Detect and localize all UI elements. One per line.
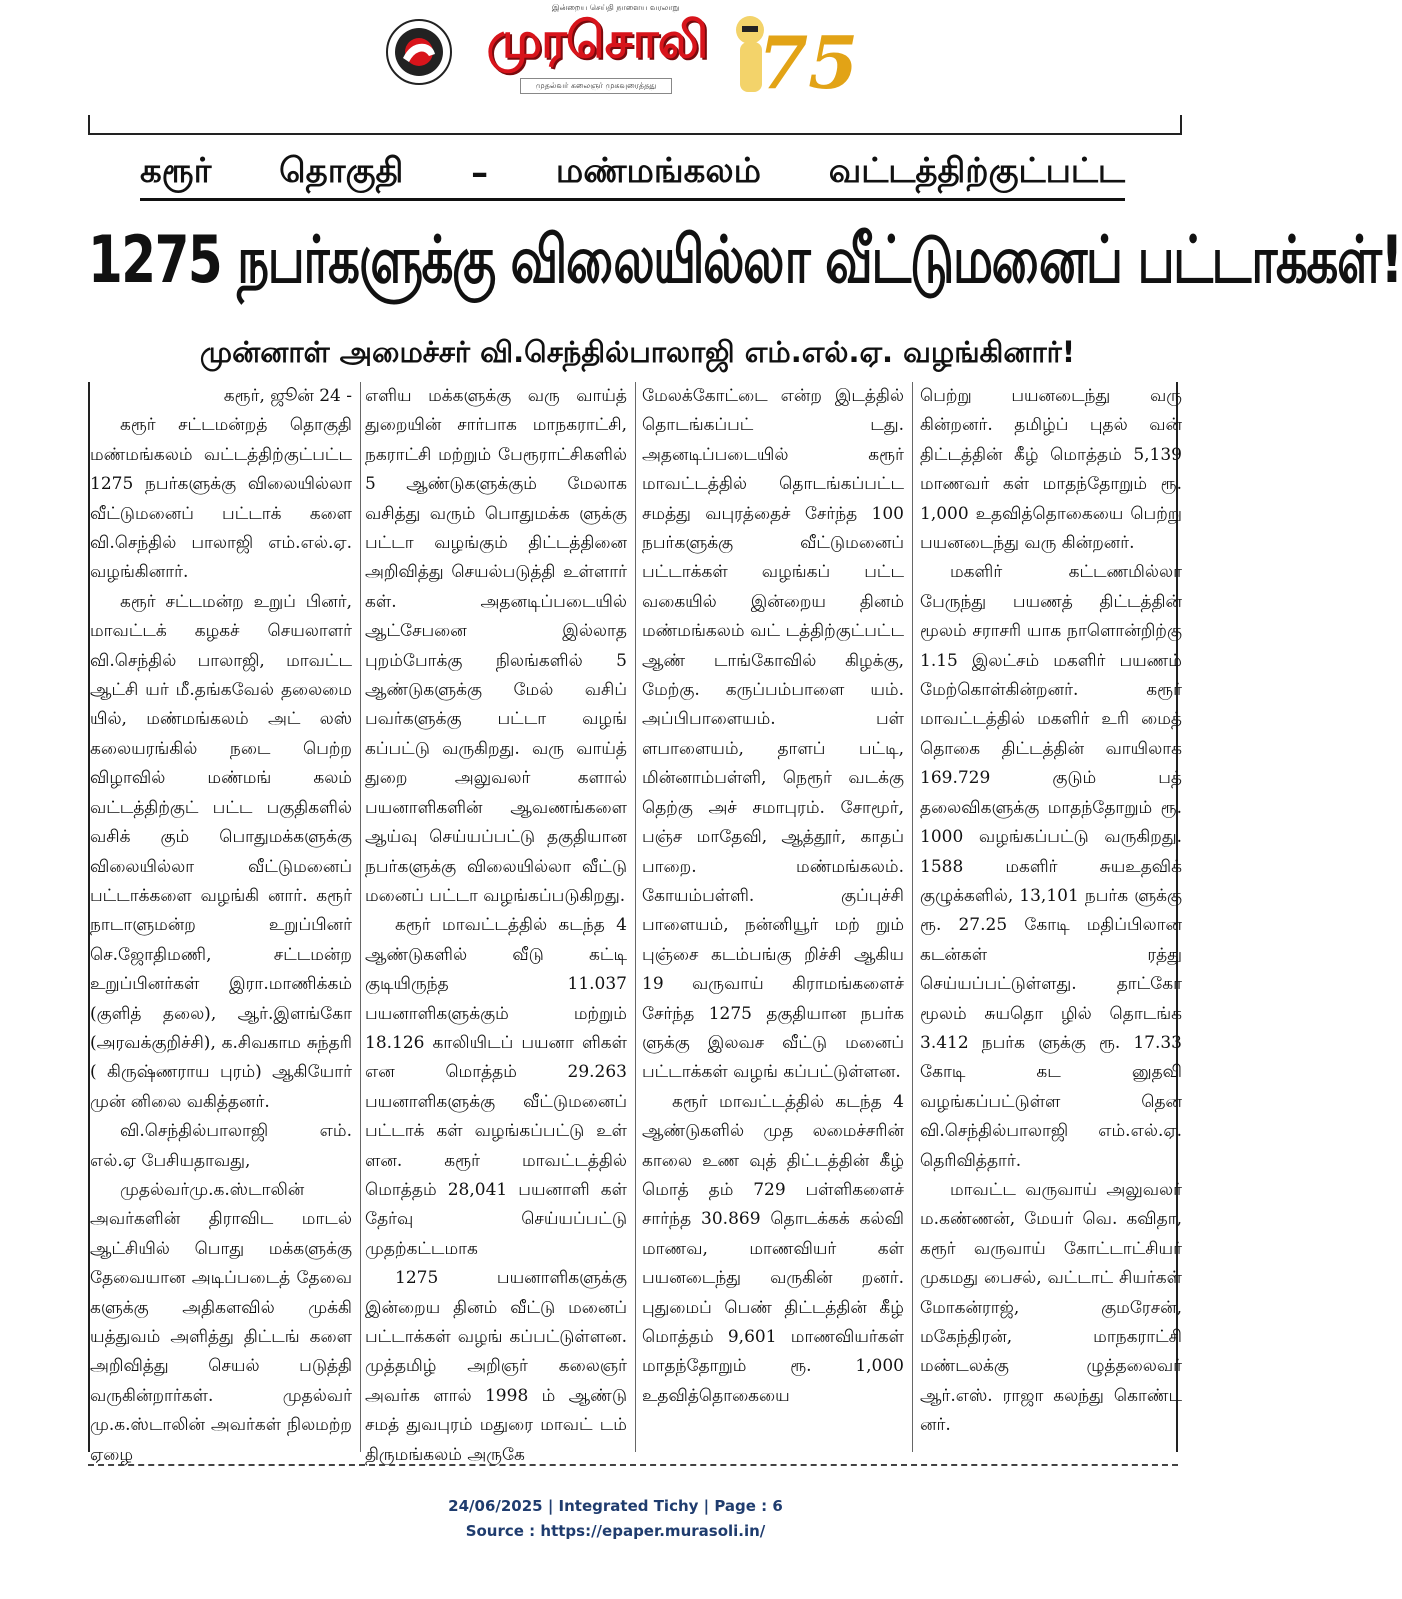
paragraph: மேலக்கோட்டை என்ற இடத்தில் தொடங்கப்பட் டது. அதனடிப்படையில் கரூர் மாவட்டத்தில் தொடங்கப்பட்ட சமத்து வபுரத்தைச் சேர்ந்த 100 நபர்களுக்கு வீட்டுமனைப் பட்டாக்கள் வழங்கப் பட்ட வகையில் இன்றைய தினம் மண்மங்கலம் வட் டத்திற்குட்பட்ட ஆண் டாங்கோவில் கிழக்கு, மேற்கு. கருப்பம்பாளை யம். அப்பிபாளையம். பள் ளபாளையம், தாளப் பட்டி, மின்னாம்பள்ளி, நெரூர் வடக்கு தெற்கு அச் சமாபுரம். சோமூர், பஞ்ச மாதேவி, ஆத்தூர், காதப் பாறை. மண்மங்கலம். கோயம்பள்ளி. குப்புச்சி பாளையம், நன்னியூர் மற் றும் புஞ்சை கடம்பங்கு றிச்சி ஆகிய 19 வருவாய் கிராமங்களைச் சேர்ந்த 1275 தகுதியான நபர்க ளுக்கு இலவச வீட்டு மனைப் பட்டாக்கள் வழங் கப்பட்டுள்ளன. <box>642 386 904 1083</box>
masthead-brand-sub: முதல்வர் கலைஞர் முகவுரைத்தது <box>520 78 672 94</box>
paragraph: கரூர் சட்டமன்ற உறுப் பினர், மாவட்டக் கழகச் செயலாளர் வி.செந்தில் பாலாஜி, மாவட்ட ஆட்சி யர் மீ.தங்கவேல் தலைமை யில், மண்மங்கலம் அட் லஸ் கலையரங்கில் நடை பெற்ற விழாவில் மண்மங் கலம் வட்டத்திற்குட் பட்ட பகுதிகளில் வசிக் கும் பொதுமக்களுக்கு விலையில்லா வீட்டுமனைப் பட்டாக்களை வழங்கி னார். கரூர் நாடாளுமன்ற உறுப்பினர் செ.ஜோதிமணி, சட்டமன்ற உறுப்பினர்கள் இரா.மாணிக்கம் (குளித் தலை), ஆர்.இளங்கோ (அரவக்குறிச்சி), க.சிவகாம சுந்தரி ( கிருஷ்ணராய புரம்) ஆகியோர் முன் னிலை வகித்தனர். <box>90 591 352 1112</box>
kicker-word: – <box>471 153 489 193</box>
kicker-word: தொகுதி <box>279 151 404 191</box>
masthead-tagline: இன்றைய செய்தி நாளைய வரலாறு <box>551 3 680 12</box>
dateline: கரூர், ஜூன் 24 - <box>223 386 352 406</box>
paragraph: மாவட்ட வருவாய் அலுவலர் ம.கண்ணன், மேயர் வெ. கவிதா, கரூர் வருவாய் கோட்டாட்சியர் முகமது பைசல், வட்டாட் சியர்கள் மோகன்ராஜ், குமரேசன், மகேந்திரன், மாநகராட்சி மண்டலக்கு ழுத்தலைவர் ஆர்.எஸ். ராஜா கலந்து கொண்ட னர். <box>920 1179 1182 1436</box>
article-column-4 <box>920 382 1182 1452</box>
article-kicker <box>140 148 1125 201</box>
masthead <box>0 0 1231 110</box>
footer-edition-info: 24/06/2025 | Integrated Tichy | Page : 6 <box>448 1497 783 1515</box>
article-column-3 <box>642 382 904 1452</box>
column-divider <box>635 382 636 1452</box>
kicker-word: மண்மங்கலம் <box>555 151 761 191</box>
article-column-2 <box>365 382 627 1465</box>
anniversary-75-logo <box>728 8 859 105</box>
paragraph: வி.செந்தில்பாலாஜி எம். எல்.ஏ பேசியதாவது, <box>90 1121 352 1171</box>
paragraph: 1275 பயனாளிகளுக்கு இன்றைய தினம் வீட்டு மனைப் பட்டாக்கள் வழங் கப்பட்டுள்ளன. முத்தமிழ் அறிஞர் கலைஞர் அவர்க ளால் 1998 ம் ஆண்டு சமத் துவபுரம் மதுரை மாவட் டம் திருமங்கலம் அருகே <box>365 1268 627 1465</box>
kicker-word: கரூர் <box>140 151 212 191</box>
article-subhead: முன்னாள் அமைச்சர் வி.செந்தில்பாலாஜி எம்.எல்.ஏ. வழங்கினார்! <box>199 335 1076 369</box>
paragraph: பெற்று பயனடைந்து வரு கின்றனர். தமிழ்ப் புதல் வன் திட்டத்தின் கீழ் மொத்தம் 5,139 மாணவர் கள் மாதந்தோறும் ரூ. 1,000 உதவித்தொகையை பெற்று பயனடைந்து வரு கின்றனர். <box>920 386 1182 554</box>
anniversary-number: 75 <box>758 20 859 105</box>
kicker-word: வட்டத்திற்குட்பட்ட <box>828 151 1125 191</box>
paragraph: கரூர் மாவட்டத்தில் கடந்த 4 ஆண்டுகளில் வீடு கட்டி குடியிருந்த 11.037 பயனாளிகளுக்கும் மற்றும் 18.126 காலியிடப் பயனா ளிகள் என மொத்தம் 29.263 பயனாளிகளுக்கு வீட்டுமனைப் பட்டாக் கள் வழங்கப்பட்டு உள் ளன. கரூர் மாவட்டத்தில் மொத்தம் 28,041 பயனாளி கள் தேர்வு செய்யப்பட்டு முதற்கட்டமாக <box>365 915 627 1259</box>
masthead-frame <box>88 115 1182 135</box>
paragraph: முதல்வர்மு.க.ஸ்டாலின் அவர்களின் திராவிட மாடல் ஆட்சியில் பொது மக்களுக்கு தேவையான அடிப்படைத் தேவை களுக்கு அதிகளவில் முக்கி யத்துவம் அளித்து திட்டங் களை அறிவித்து செயல் படுத்தி வருகின்றார்கள். முதல்வர் மு.க.ஸ்டாலின் அவர்கள் நிலமற்ற ஏழை <box>90 1179 352 1465</box>
paragraph: மகளிர் கட்டணமில்லா பேருந்து பயணத் திட்டத்தின் மூலம் சராசரி யாக நாளொன்றிற்கு 1.15 இலட்சம் மகளிர் பயணம் மேற்கொள்கின்றனர். கரூர் மாவட்டத்தில் மகளிர் உரி மைத் தொகை திட்டத்தின் வாயிலாக 169.729 குடும் பத் தலைவிகளுக்கு மாதந்தோறும் ரூ. 1000 வழங்கப்பட்டு வருகிறது. 1588 மகளிர் சுயஉதவிக் குழுக்களில், 13,101 நபர்க ளுக்கு ரூ. 27.25 கோடி மதிப்பிலான கடன்கள் ரத்து செய்யப்பட்டுள்ளது. தாட்கோ மூலம் சுயதொ ழில் தொடங்க 3.412 நபர்க ளுக்கு ரூ. 17.33 கோடி கட னுதவி வழங்கப்பட்டுள்ள தென வி.செந்தில்பாலாஜி எம்.எல்.ஏ. தெரிவித்தார். <box>920 562 1182 1171</box>
article-column-1 <box>90 382 352 1465</box>
column-divider <box>912 382 913 1452</box>
paragraph: எளிய மக்களுக்கு வரு வாய்த் துறையின் சார்பாக மாநகராட்சி, நகராட்சி மற்றும் பேரூராட்சிகளில் 5 ஆண்டுகளுக்கும் மேலாக வசித்து வரும் பொதுமக்க ளுக்கு பட்டா வழங்கும் திட்டத்தினை அறிவித்து செயல்படுத்தி உள்ளார் கள். அதனடிப்படையில் ஆட்சேபனை இல்லாத புறம்போக்கு நிலங்களில் 5 ஆண்டுகளுக்கு மேல் வசிப் பவர்களுக்கு பட்டா வழங் கப்பட்டு வருகிறது. வரு வாய்த் துறை அலுவலர் களால் பயனாளிகளின் ஆவணங்களை ஆய்வு செய்யப்பட்டு தகுதியான நபர்களுக்கு விலையில்லா வீட்டு மனைப் பட்டா வழங்கப்படுகிறது. <box>365 386 627 906</box>
article-bottom-rule <box>88 1464 1178 1466</box>
party-seal-logo <box>385 18 453 86</box>
paragraph: கரூர் மாவட்டத்தில் கடந்த 4 ஆண்டுகளில் முத லமைச்சரின் காலை உண வுத் திட்டத்தின் கீழ் மொத் தம் 729 பள்ளிகளைச் சார்ந்த 30.869 தொடக்கக் கல்வி மாணவ, மாணவியர் கள் பயனடைந்து வருகின் றனர். புதுமைப் பெண் திட்டத்தின் கீழ் மொத்தம் 9,601 மாணவியர்கள் மாதந்தோறும் ரூ. 1,000 உதவித்தொகையை <box>642 1091 904 1406</box>
article-headline: 1275 நபர்களுக்கு விலையில்லா வீட்டுமனைப் பட்டாக்கள்! <box>88 222 1402 298</box>
column-divider <box>360 382 361 1452</box>
footer-source-link[interactable]: Source : https://epaper.murasoli.in/ <box>465 1522 766 1540</box>
paragraph: கரூர் சட்டமன்றத் தொகுதி மண்மங்கலம் வட்டத்திற்குட்பட்ட 1275 நபர்களுக்கு விலையில்லா வீட்டுமனைப் பட்டாக் களை வி.செந்தில் பாலாஜி எம்.எல்.ஏ. வழங்கினார். <box>90 415 352 583</box>
masthead-brand: முரசொலி <box>486 11 708 69</box>
